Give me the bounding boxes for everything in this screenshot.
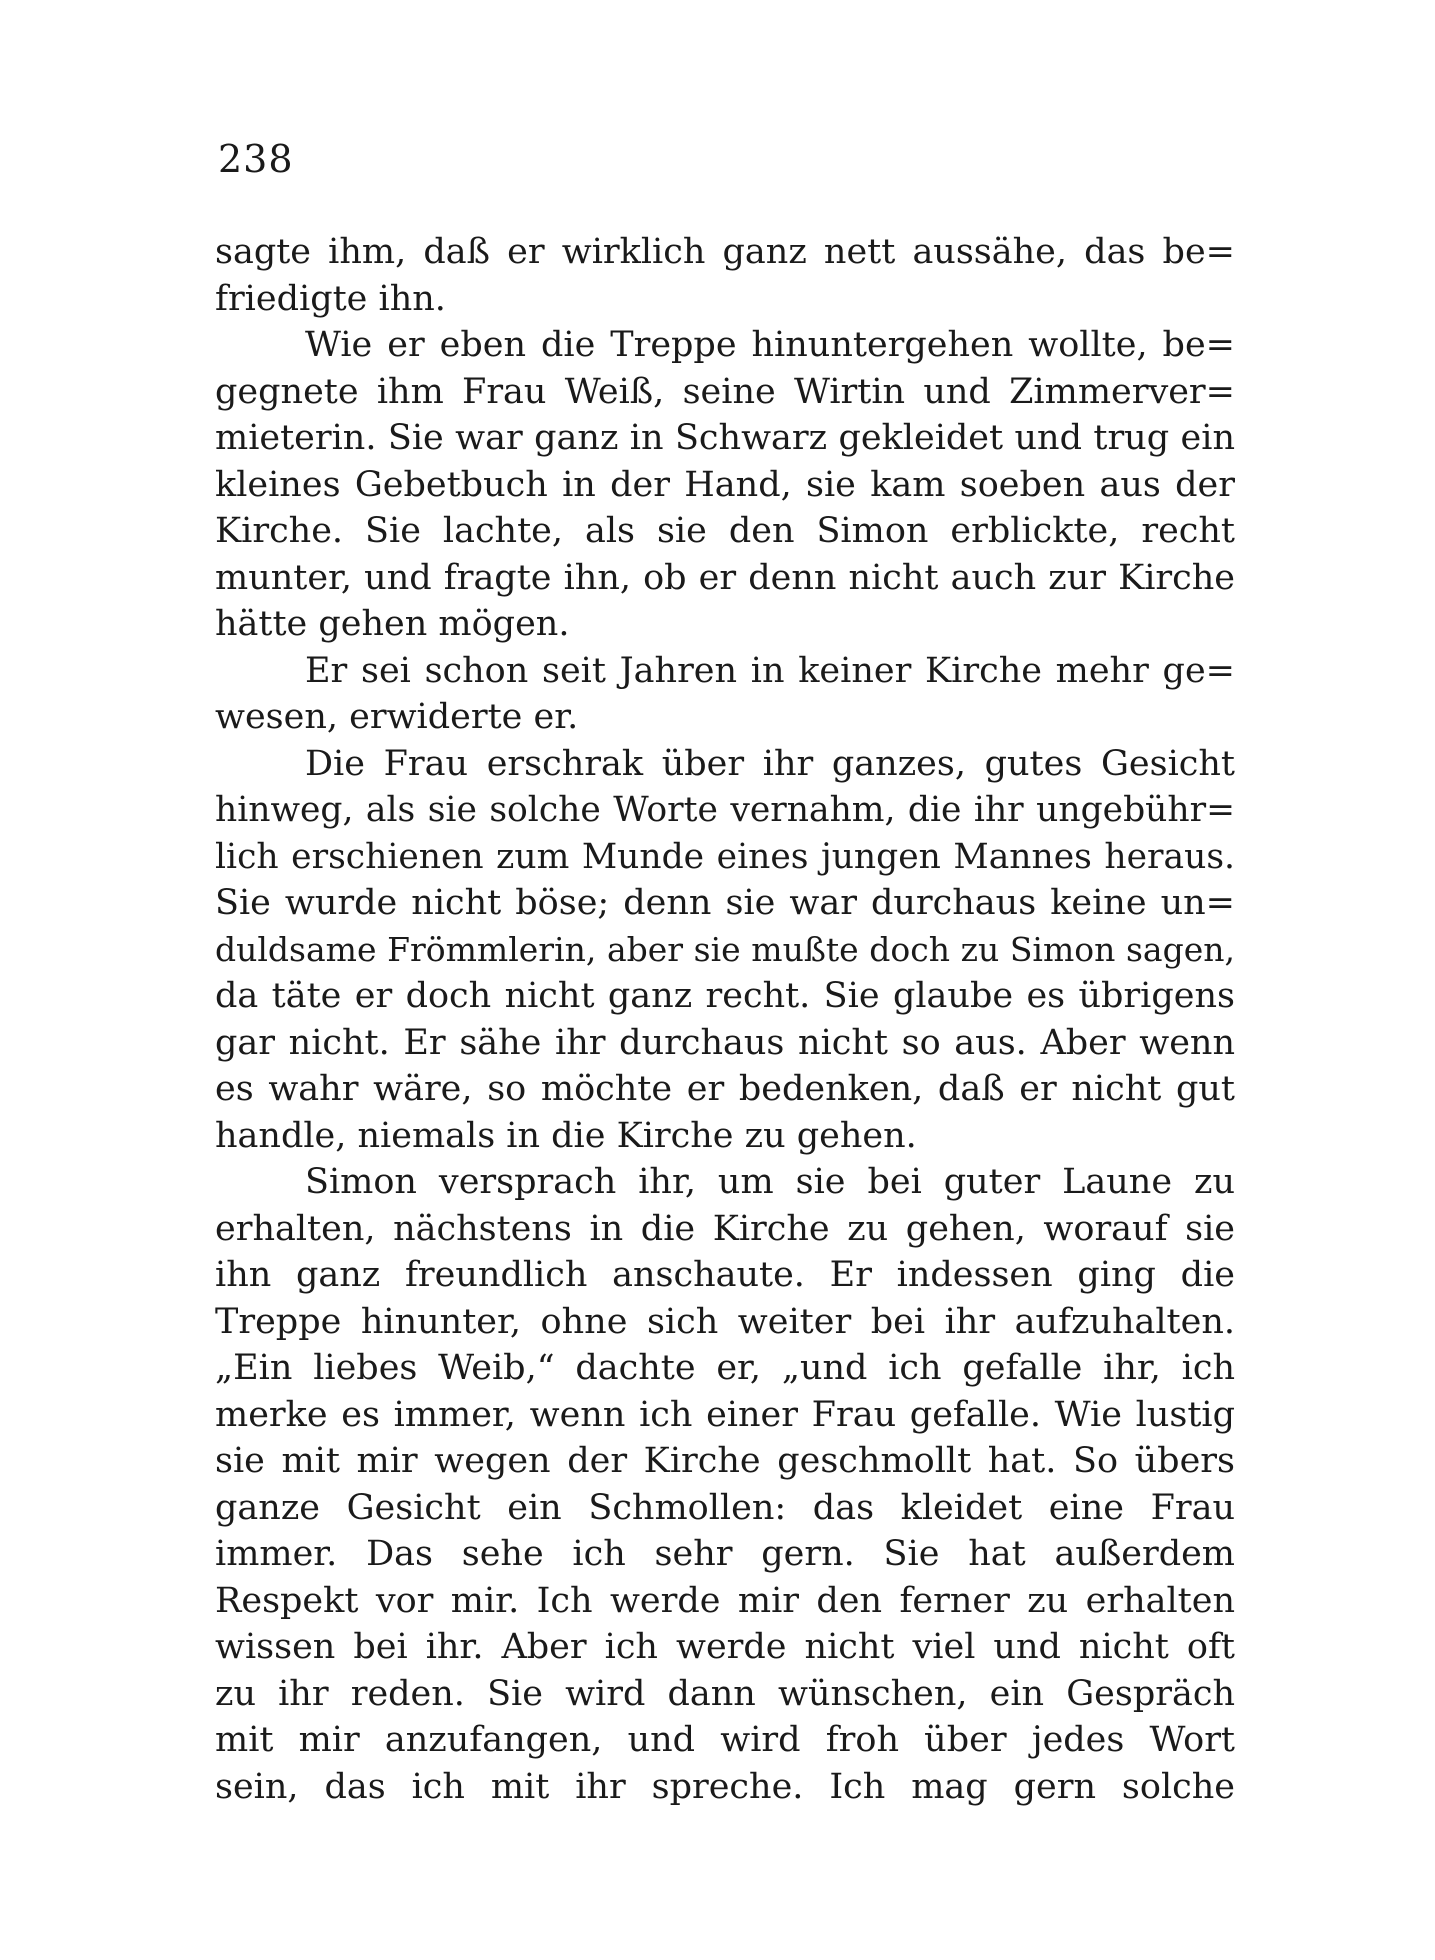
- text-line: Wie er eben die Treppe hinuntergehen wollte, be=: [305, 325, 1235, 365]
- text-line: munter, und fragte ihn, ob er denn nicht auch zur Kirche: [215, 557, 1235, 598]
- text-line: friedigte ihn.: [215, 278, 446, 319]
- text-line: Treppe hinunter, ohne sich weiter bei ihr aufzuhalten.: [215, 1301, 1235, 1342]
- text-line: mit mir anzufangen, und wird froh über jedes Wort: [215, 1720, 1235, 1760]
- text-line: sagte ihm, daß er wirklich ganz nett aussähe, das be=: [215, 232, 1235, 272]
- text-line: es wahr wäre, so möchte er bedenken, daß er nicht gut: [215, 1069, 1235, 1109]
- text-line: sein, das ich mit ihr spreche. Ich mag gern solche: [215, 1766, 1235, 1807]
- text-line: da täte er doch nicht ganz recht. Sie glaube es übrigens: [215, 976, 1235, 1016]
- text-line: wesen, erwiderte er.: [215, 697, 579, 737]
- text-line: sie mit mir wegen der Kirche geschmollt hat. So übers: [215, 1441, 1235, 1481]
- text-line: merke es immer, wenn ich einer Frau gefalle. Wie lustig: [215, 1394, 1235, 1435]
- text-line: lich erschienen zum Munde eines jungen Mannes heraus.: [215, 836, 1235, 877]
- text-line: Respekt vor mir. Ich werde mir den ferner zu erhalten: [215, 1580, 1235, 1621]
- page-number: 238: [218, 137, 294, 181]
- text-line: handle, niemals in die Kirche zu gehen.: [215, 1115, 917, 1156]
- text-line: ganze Gesicht ein Schmollen: das kleidet eine Frau: [215, 1487, 1235, 1528]
- text-line: erhalten, nächstens in die Kirche zu gehen, worauf sie: [215, 1208, 1235, 1249]
- text-line: „Ein liebes Weib,“ dachte er, „und ich gefalle ihr, ich: [215, 1348, 1235, 1388]
- text-line: Sie wurde nicht böse; denn sie war durchaus keine un=: [215, 883, 1235, 923]
- text-line: hätte gehen mögen.: [215, 604, 570, 644]
- text-line: Die Frau erschrak über ihr ganzes, gutes Gesicht: [305, 743, 1235, 784]
- text-line: gegnete ihm Frau Weiß, seine Wirtin und Zimmerver=: [215, 371, 1235, 412]
- text-line: hinweg, als sie solche Worte vernahm, die ihr ungebühr=: [215, 790, 1235, 830]
- text-line: wissen bei ihr. Aber ich werde nicht viel und nicht oft: [215, 1627, 1235, 1667]
- text-line: gar nicht. Er sähe ihr durchaus nicht so aus. Aber wenn: [215, 1022, 1235, 1063]
- body-text: [215, 229, 1235, 1810]
- text-line: kleines Gebetbuch in der Hand, sie kam soeben aus der: [215, 464, 1235, 505]
- text-line: immer. Das sehe ich sehr gern. Sie hat außerdem: [215, 1534, 1235, 1574]
- text-line: ihn ganz freundlich anschaute. Er indessen ging die: [215, 1255, 1235, 1295]
- text-line: zu ihr reden. Sie wird dann wünschen, ein Gespräch: [215, 1673, 1235, 1714]
- text-line: mieterin. Sie war ganz in Schwarz gekleidet und trug ein: [215, 418, 1235, 458]
- text-line: Simon versprach ihr, um sie bei guter Laune zu: [305, 1162, 1235, 1202]
- text-line: Kirche. Sie lachte, als sie den Simon erblickte, recht: [215, 511, 1235, 551]
- text-line: duldsame Frömmlerin, aber sie mußte doch zu Simon sagen,: [215, 929, 1235, 969]
- text-line: Er sei schon seit Jahren in keiner Kirche mehr ge=: [305, 650, 1235, 691]
